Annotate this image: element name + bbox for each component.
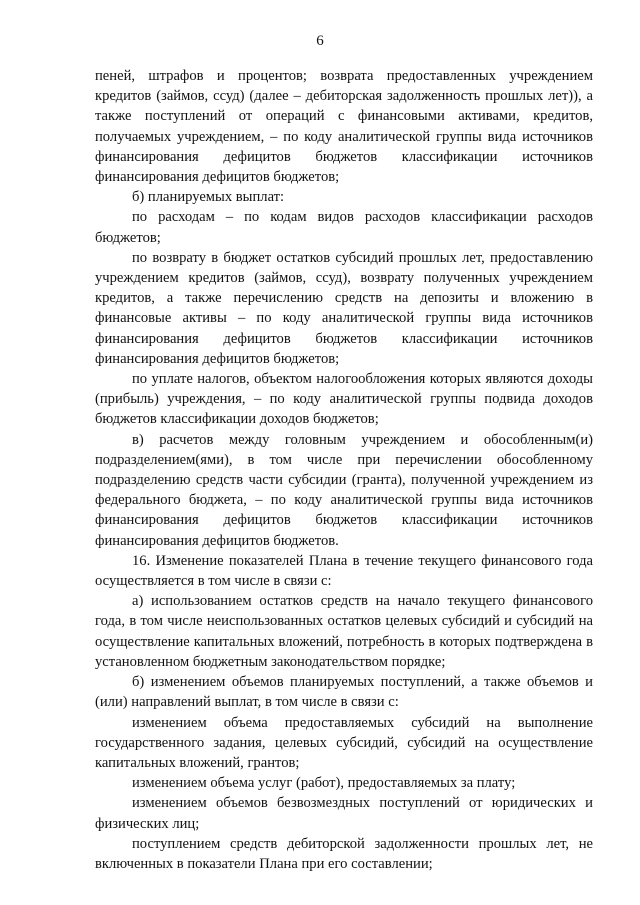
paragraph-expenses: по расходам – по кодам видов расходов классификации расходов бюджетов; [95,209,593,246]
paragraph-gratuitous-receipts: изменением объемов безвозмездных поступлений от юридических и физических лиц; [95,795,593,832]
paragraph-taxes: по уплате налогов, объектом налогообложения которых являются доходы (прибыль) учреждения, – по коду аналитической группы подвида доходов бюджетов классификации доходов бюджетов; [95,371,593,428]
paragraph-section-16: 16. Изменение показателей Плана в течение текущего финансового года осуществляется в том числе в связи с: [95,552,593,590]
paragraph-receivables: поступлением средств дебиторской задолженности прошлых лет, не включенных в показатели Плана при его составлении; [95,835,593,872]
paragraph-item-a: а) использованием остатков средств на начало текущего финансового года, в том числе неиспользованных остатков целевых субсидий и субсидий на осуществление капитальных вложений, потребность в которых подтверждена в установленном бюджетным законодательством порядке; [95,593,593,670]
paragraph-paid-services: изменением объема услуг (работ), предоставляемых за плату; [132,775,516,792]
paragraph-subsidy-change: изменением объема предоставляемых субсидий на выполнение государственного задания, целевых субсидий, субсидий на осуществление капитальных вложений, грантов; [95,714,593,771]
paragraph-settlements: в) расчетов между головным учреждением и обособленным(и) подразделением(ями), в том числе при перечислении обособленному подразделению средств части субсидии (гранта), полученной учреждением из федерального бюджета, – по коду аналитической группы вида источников финансирования дефицитов бюджетов классификации источников финансирования дефицитов бюджетов. [95,431,593,549]
paragraph-subsidy-return: по возврату в бюджет остатков субсидий прошлых лет, предоставлению учреждением кредитов (займов, ссуд), возврату полученных учреждением кредитов, а также перечислению средств на депозиты и вложению в финансовые активы – по коду аналитической группы вида источников финансирования дефицитов бюджетов классификации источников финансирования дефицитов бюджетов; [95,249,593,367]
paragraph-item-b: б) изменением объемов планируемых поступлений, а также объемов и (или) направлений выплат, в том числе в связи с: [95,674,593,711]
document-body [95,66,593,874]
paragraph-continuation: пеней, штрафов и процентов; возврата предоставленных учреждением кредитов (займов, ссуд) (далее – дебиторская задолженность прошлых лет)), а также поступлений от операций с финансовыми активами, кредитов, получаемых учреждением, – по коду аналитической группы вида источников финансирования дефицитов бюджетов классификации источников финансирования дефицитов бюджетов; [95,68,593,186]
page-number: 6 [316,33,324,49]
paragraph-planned-payments: б) планируемых выплат: [132,189,285,206]
